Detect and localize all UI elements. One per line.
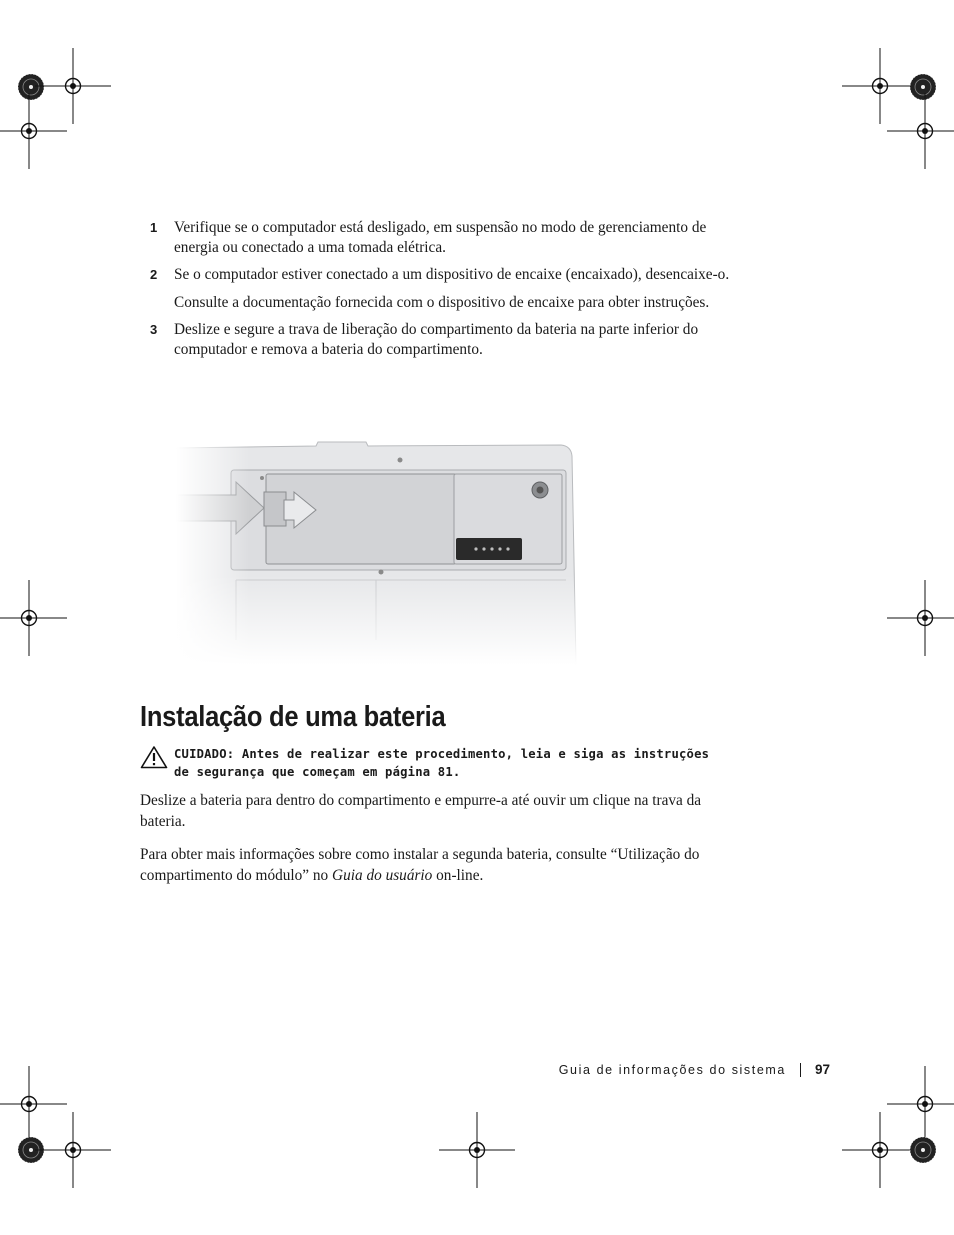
footer-title: Guia de informações do sistema — [558, 1062, 786, 1077]
caution-text: CUIDADO: Antes de realizar este procedimento, leia e siga as instruções de segurança que começam em página 81. — [174, 747, 710, 779]
section-title: Instalação de uma bateria — [140, 701, 446, 733]
registration-mark-icon — [0, 93, 67, 169]
registration-mark-icon — [887, 1066, 954, 1142]
page-number: 97 — [814, 1062, 830, 1077]
registration-mark-icon — [18, 74, 44, 100]
step-2-note: Consulte a documentação fornecida com o dispositivo de encaixe para obter instruções. — [174, 293, 710, 311]
step-text: Deslize e segure a trava de liberação do compartimento da bateria na parte inferior do computador e remova a bateria do compartimento. — [174, 321, 699, 358]
install-instruction: Deslize a bateria para dentro do compartimento e empurre-a até ouvir um clique na trava da bateria. — [140, 792, 702, 830]
step-number: 1 — [150, 220, 158, 235]
registration-mark-icon — [910, 1137, 936, 1163]
page-footer — [559, 1062, 830, 1077]
registration-mark-icon — [0, 580, 67, 656]
warning-triangle-icon — [140, 745, 168, 769]
registration-mark-icon — [35, 48, 111, 124]
more-info-suffix: on-line. — [432, 866, 484, 884]
caution-notice — [140, 745, 730, 781]
removal-steps — [150, 218, 740, 367]
step-text: Se o computador estiver conectado a um dispositivo de encaixe (encaixado), desencaixe-o. — [174, 266, 730, 283]
battery-removal-illustration — [176, 440, 586, 665]
registration-mark-icon — [842, 1112, 918, 1188]
registration-mark-icon — [887, 580, 954, 656]
step-1 — [150, 218, 740, 257]
step-3 — [150, 320, 740, 359]
step-text: Verifique se o computador está desligado, em suspensão no modo de gerenciamento de energia ou conectado a uma tomada elétrica. — [174, 219, 707, 256]
registration-mark-icon — [439, 1112, 515, 1188]
more-info-paragraph — [140, 845, 740, 886]
registration-mark-icon — [0, 1066, 67, 1142]
registration-mark-icon — [910, 74, 936, 100]
more-info-text: Para obter mais informações sobre como instalar a segunda bateria, consulte “Utilização do compartimento do módulo” no — [140, 846, 700, 884]
registration-mark-icon — [35, 1112, 111, 1188]
registration-mark-icon — [887, 93, 954, 169]
registration-mark-icon — [842, 48, 918, 124]
step-number: 2 — [150, 267, 158, 282]
step-2 — [150, 265, 740, 285]
user-guide-reference: Guia do usuário — [332, 866, 433, 884]
step-number: 3 — [150, 322, 158, 337]
footer-divider — [800, 1063, 801, 1077]
